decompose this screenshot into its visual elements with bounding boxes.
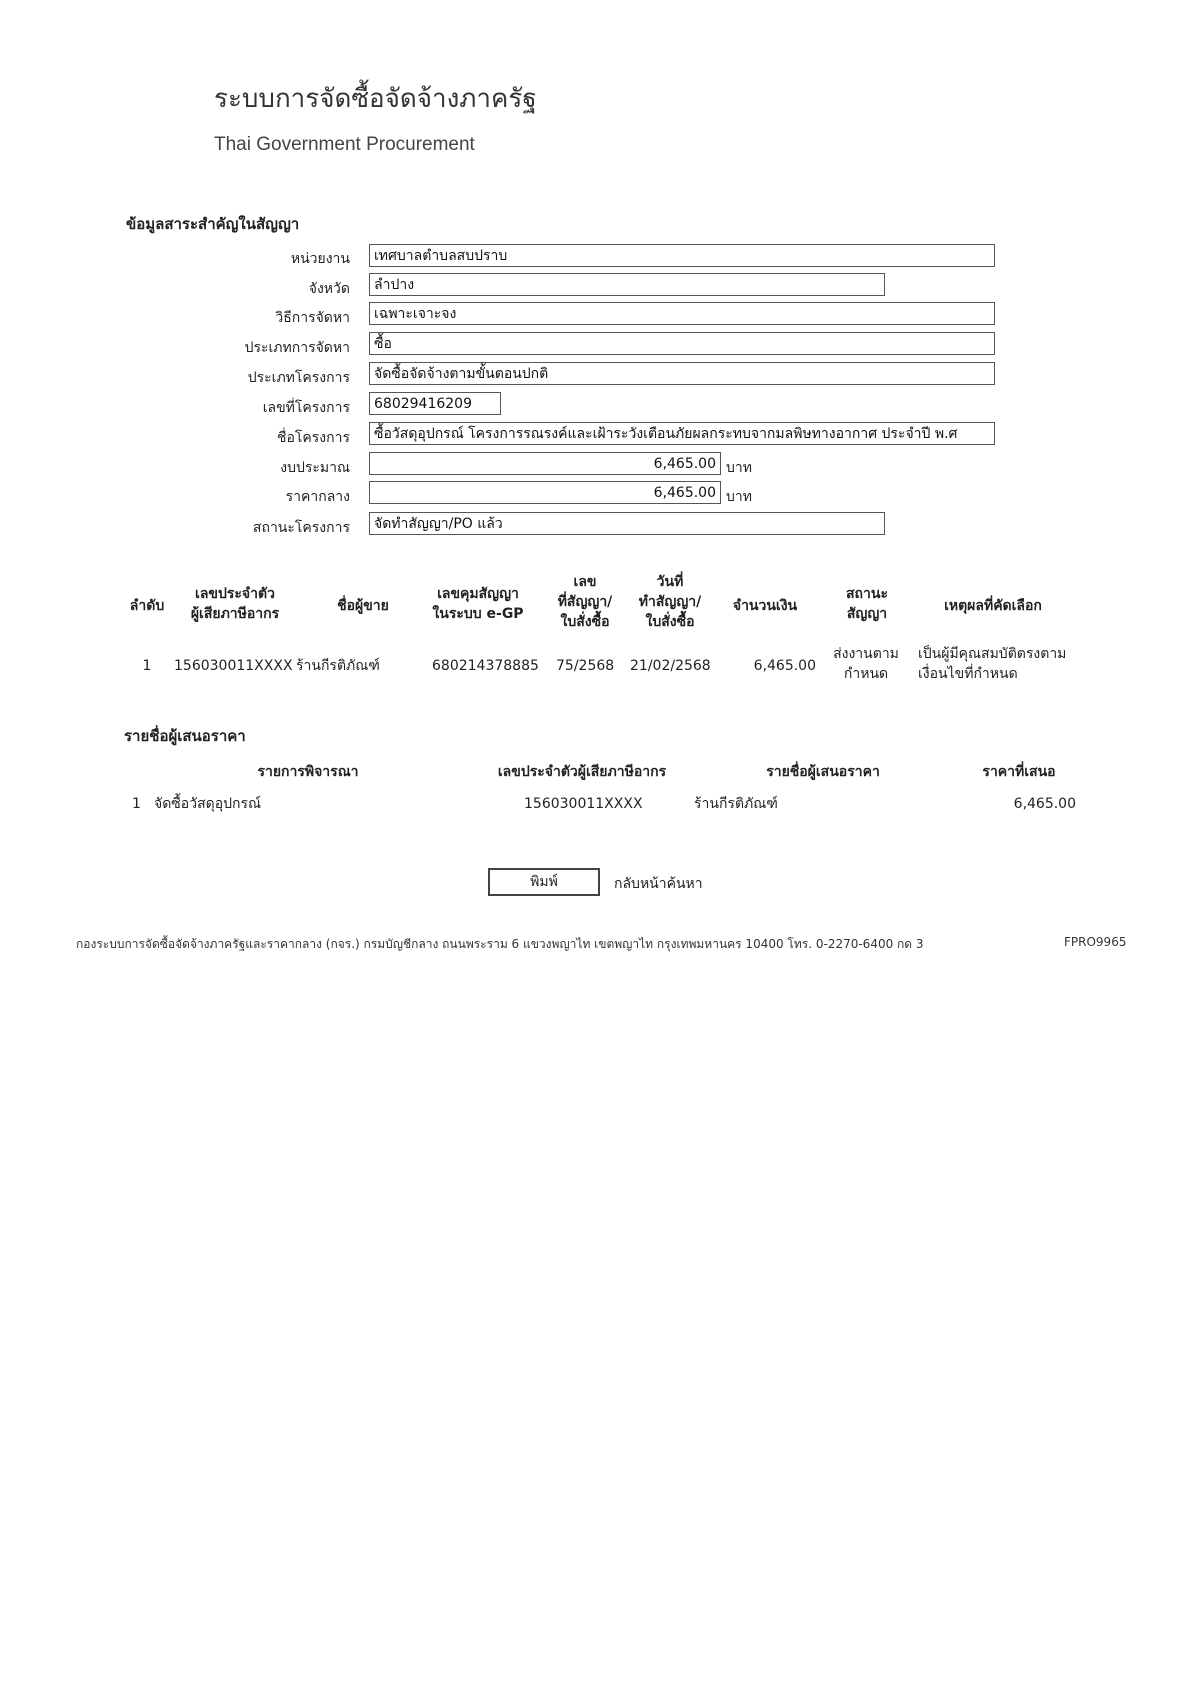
field-label-project-type: ประเภทโครงการ [247,370,350,386]
col-header-vendor: ชื่อผู้ขาย [337,598,389,614]
bidder-row-no: 1 [132,796,141,812]
field-label-budget: งบประมาณ [280,460,350,476]
field-label-procurement-type: ประเภทการจัดหา [244,340,350,356]
print-button[interactable]: พิมพ์ [488,868,600,896]
page-title-thai: ระบบการจัดซื้อจัดจ้างภาครัฐ [214,84,537,114]
contract-row-vendor: ร้านกีรติภัณฑ์ [296,658,380,674]
footer-code: FPRO9965 [1064,935,1127,949]
field-project-status: จัดทำสัญญา/PO แล้ว [369,512,885,535]
bidders-heading: รายชื่อผู้เสนอราคา [124,727,246,745]
field-label-province: จังหวัด [308,281,350,297]
contract-row-amount: 6,465.00 [753,658,816,674]
field-label-project-number: เลขที่โครงการ [262,400,350,416]
field-label-agency: หน่วยงาน [290,251,350,267]
summary-heading: ข้อมูลสาระสำคัญในสัญญา [126,215,300,233]
field-median-price-unit: บาท [726,489,752,505]
contract-row-reason: เป็นผู้มีคุณสมบัติตรงตาม เงื่อนไขที่กำหนด [918,646,1067,682]
contract-row-no: 1 [142,658,152,674]
col-header-egp-number: เลขคุมสัญญา ในระบบ e-GP [432,586,524,622]
field-budget: 6,465.00 [369,452,721,475]
bidder-row-item: จัดซื้อวัสดุอุปกรณ์ [154,796,261,812]
col-header-contract-number: เลข ที่สัญญา/ ใบสั่งซื้อ [557,574,613,630]
field-label-method: วิธีการจัดหา [275,310,350,326]
field-median-price: 6,465.00 [369,481,721,504]
field-province: ลำปาง [369,273,885,296]
bidder-row-tax-id: 156030011XXXX [524,796,643,812]
bidder-row-price: 6,465.00 [1013,796,1076,812]
contract-row-status: ส่งงานตาม กำหนด [833,646,899,682]
bidder-row-name: ร้านกีรติภัณฑ์ [694,796,778,812]
contract-row-egp-number: 680214378885 [432,658,539,674]
field-label-project-status: สถานะโครงการ [252,520,350,536]
back-to-search-link[interactable]: กลับหน้าค้นหา [614,876,703,892]
col-header-no: ลำดับ [129,598,165,614]
field-project-type: จัดซื้อจัดจ้างตามขั้นตอนปกติ [369,362,995,385]
contract-row-tax-id: 156030011XXXX [174,658,293,674]
col-header-selection-reason: เหตุผลที่คัดเลือก [944,598,1042,614]
field-agency: เทศบาลตำบลสบปราบ [369,244,995,267]
bidders-col-name: รายชื่อผู้เสนอราคา [766,764,880,780]
col-header-amount: จำนวนเงิน [732,598,798,614]
field-project-number: 68029416209 [369,392,501,415]
field-procurement-type: ซื้อ [369,332,995,355]
col-header-contract-date: วันที่ ทำสัญญา/ ใบสั่งซื้อ [638,574,702,630]
contract-row-date: 21/02/2568 [630,658,711,674]
field-budget-unit: บาท [726,460,752,476]
field-method: เฉพาะเจาะจง [369,302,995,325]
contract-row-contract-number: 75/2568 [556,658,615,674]
field-label-median-price: ราคากลาง [285,489,350,505]
field-label-project-name: ชื่อโครงการ [276,430,350,446]
bidders-col-tax-id: เลขประจำตัวผู้เสียภาษีอากร [497,764,667,780]
bidders-col-item: รายการพิจารณา [257,764,359,780]
col-header-contract-status: สถานะ สัญญา [846,586,888,622]
field-project-name: ซื้อวัสดุอุปกรณ์ โครงการรณรงค์และเฝ้าระวังเตือนภัยผลกระทบจากมลพิษทางอากาศ ประจำปี พ.ศ [369,422,995,445]
footer-address: กองระบบการจัดซื้อจัดจ้างภาครัฐและราคากลาง (กจร.) กรมบัญชีกลาง ถนนพระราม 6 แขวงพญาไท เขตพญาไท กรุงเทพมหานคร 10400 โทร. 0-2270-6400 กด 3 [76,937,924,951]
bidders-col-price: ราคาที่เสนอ [982,764,1056,780]
page-title-english: Thai Government Procurement [214,134,475,155]
col-header-tax-id: เลขประจำตัว ผู้เสียภาษีอากร [190,586,280,622]
